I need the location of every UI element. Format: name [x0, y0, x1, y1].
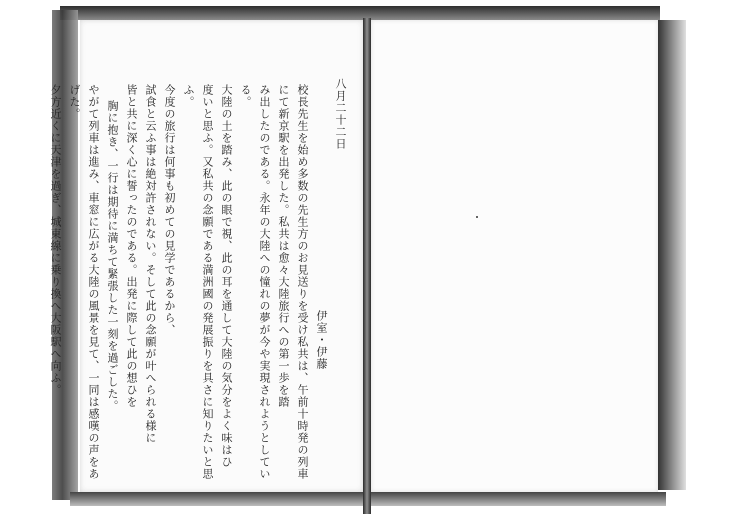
text-line: 胸に抱き、一行は期待に満ちて緊張した一刻を過ごした。 — [106, 100, 119, 412]
text-line: やがて列車は進み、車窓に広がる大陸の風景を見て、一同は感嘆の声をあげた。 — [68, 84, 100, 480]
scan-edge-right — [658, 20, 686, 490]
text-line: にて新京駅を出発した。私共は愈々大陸旅行への第一歩を踏 — [277, 84, 290, 408]
text-line: 試食と云ふ事は絶対許されない。そして此の念願が叶へられる様に — [144, 84, 157, 444]
book-gutter — [363, 18, 371, 514]
diary-author: 伊室・伊藤 — [315, 310, 328, 370]
text-line: 校長先生を始め多数の先生方のお見送りを受け私共は、午前十時発の列車 — [296, 84, 309, 480]
text-line: 夕方近くに天津を過ぎ、城東線に乗り換へ大阪駅へ向ふ。 — [49, 84, 62, 396]
text-line: 度いと思ふ。又私共の念願である満洲國の発展振りを具さに知りたいと思ふ。 — [182, 84, 214, 480]
text-line: 今度の旅行は何事も初めての見学であるから、 — [163, 84, 176, 336]
text-line: み出したのである。永年の大陸への憧れの夢が今や実現されようとしている。 — [239, 84, 271, 480]
text-line: 大陸の土を踏み、此の眼で視、此の耳を通して大陸の気分をよく味はひ — [220, 84, 233, 468]
text-line: 皆と共に深く心に誓ったのである。出発に際して此の想ひを — [125, 84, 138, 408]
right-page-blank — [371, 20, 658, 492]
diary-date: 八月二十二日 — [334, 78, 347, 150]
speck-mark — [476, 216, 478, 218]
scan-edge-top — [60, 6, 660, 20]
handwritten-text — [49, 70, 350, 480]
